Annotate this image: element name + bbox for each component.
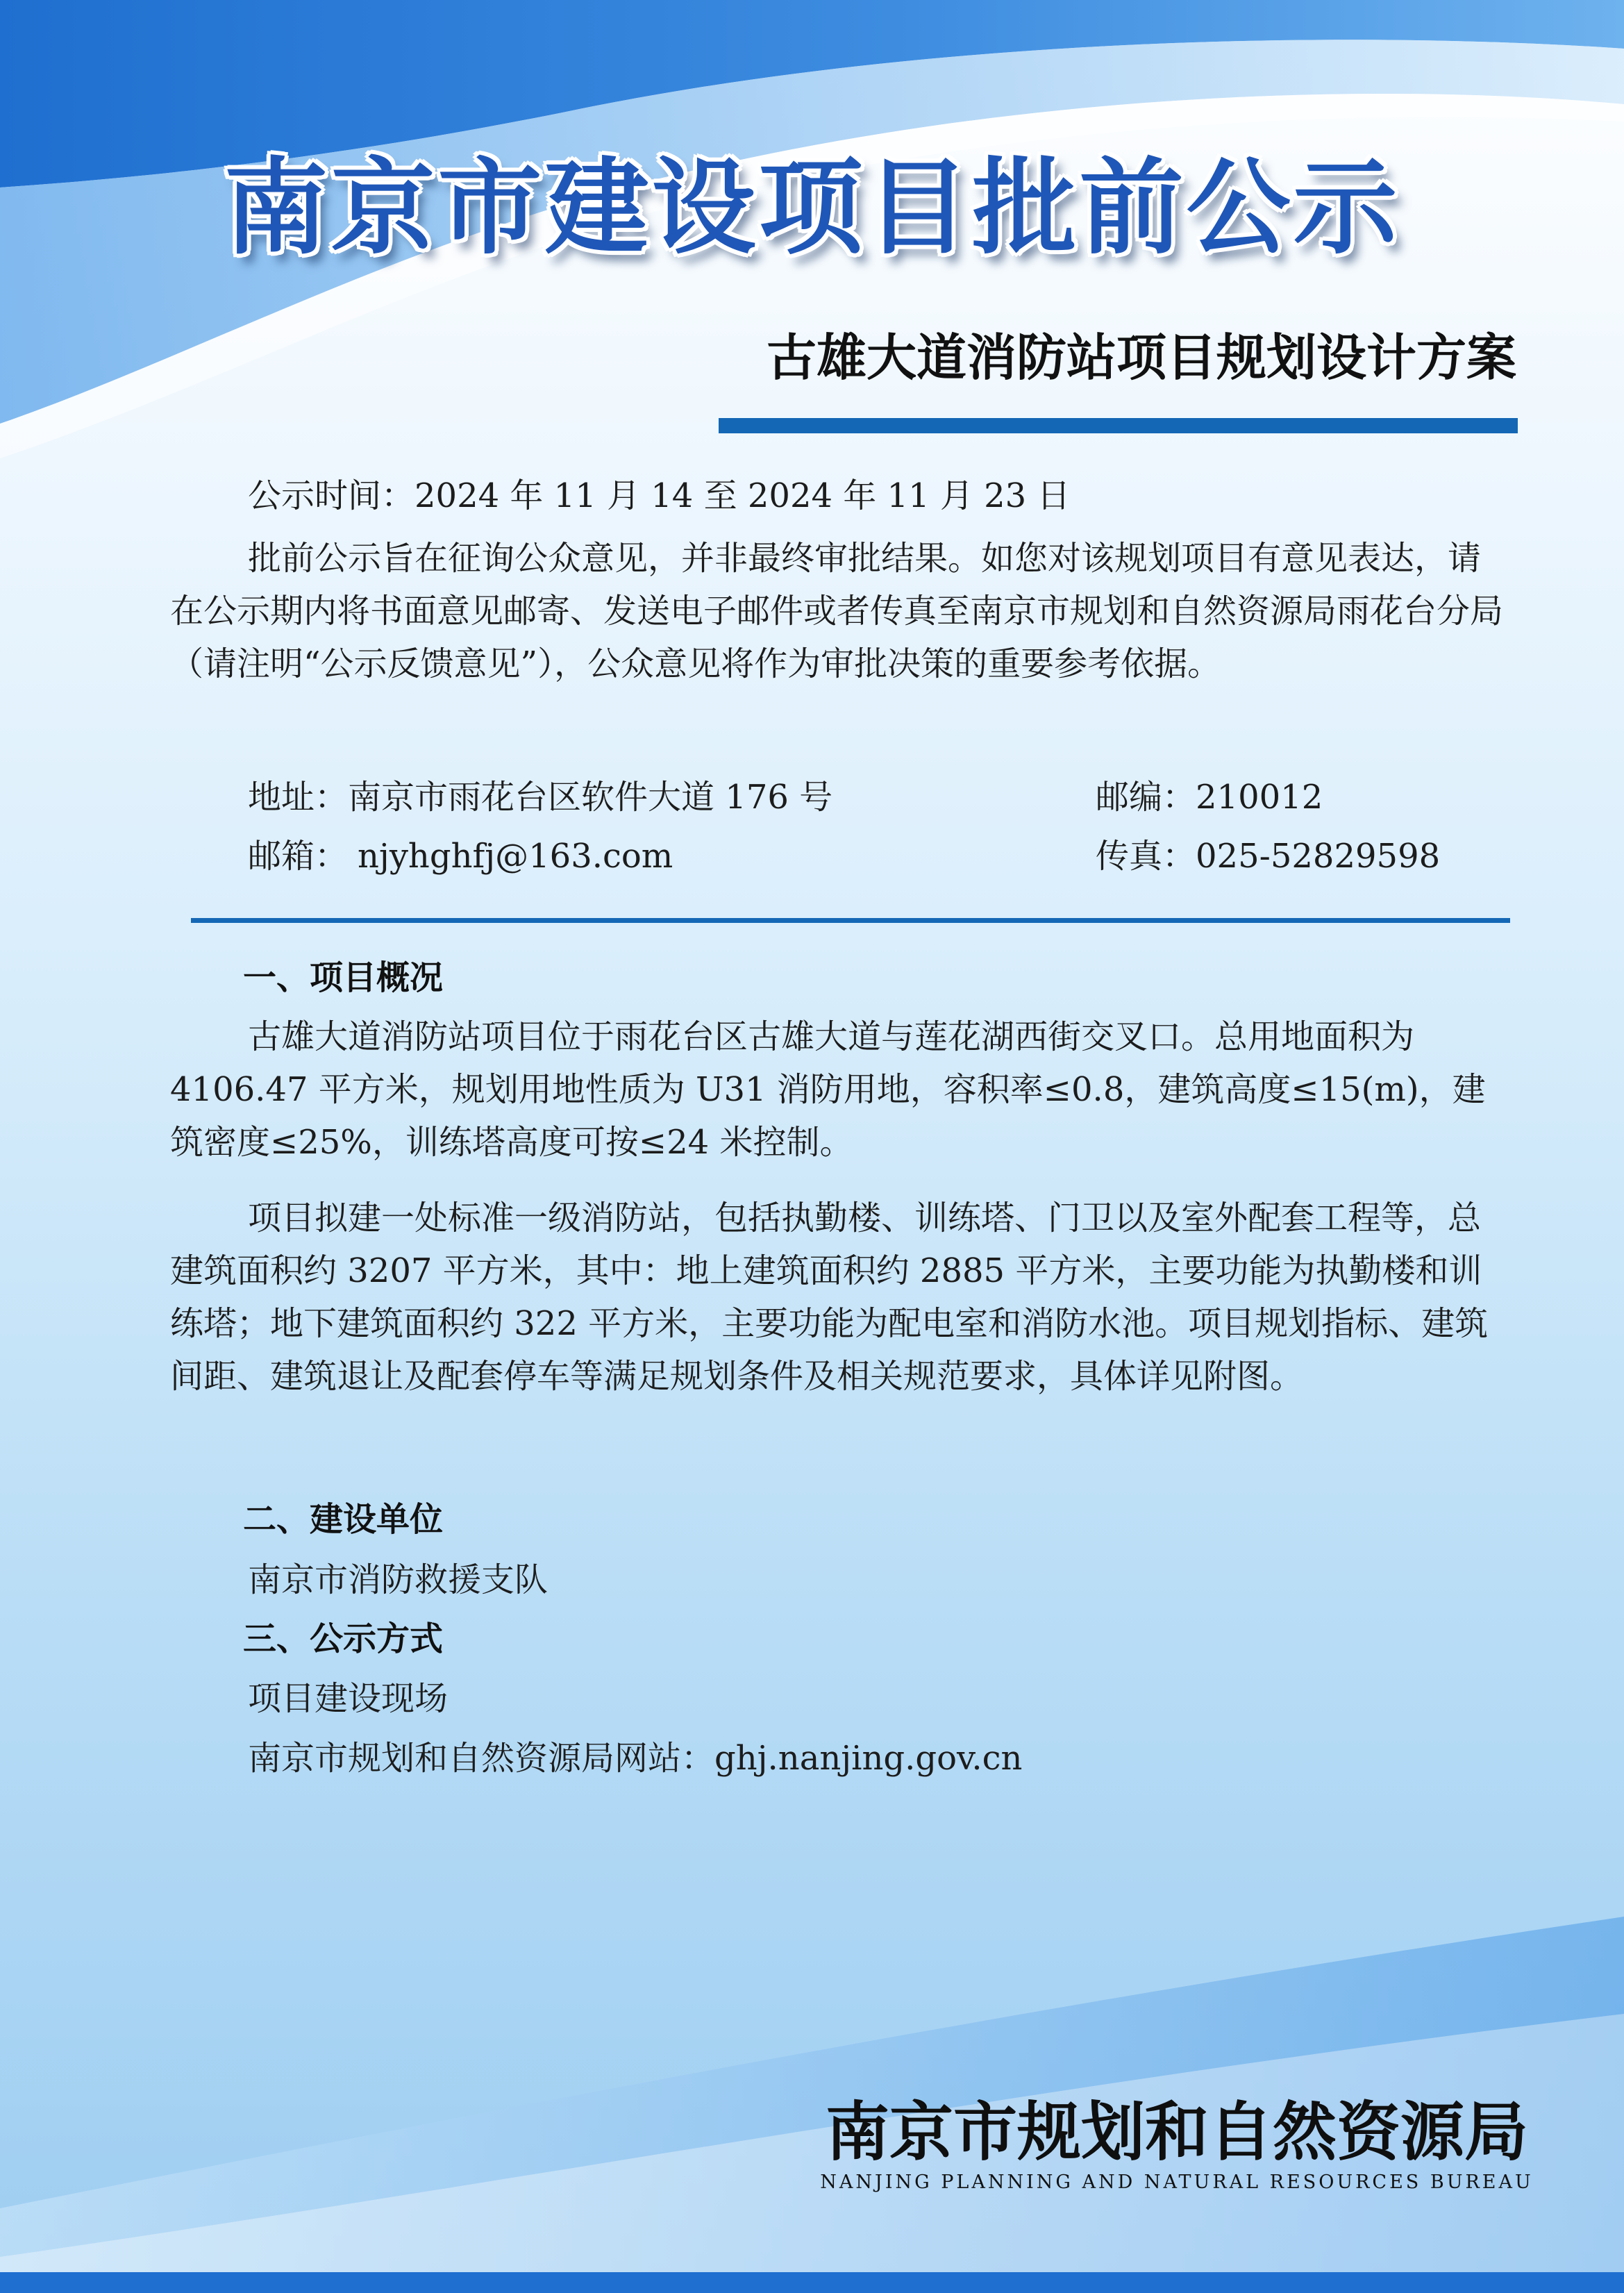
email-row xyxy=(248,830,673,883)
method-item-site: 项目建设现场 xyxy=(248,1679,449,1718)
subtitle-divider xyxy=(719,418,1518,433)
section-heading-builder: 二、建设单位 xyxy=(243,1500,444,1539)
fax-label: 传真： xyxy=(1096,837,1196,876)
builder-name: 南京市消防救援支队 xyxy=(248,1560,549,1599)
method-item-website[interactable]: 南京市规划和自然资源局网站：ghj.nanjing.gov.cn xyxy=(248,1739,1023,1778)
page-title: 南京市建设项目批前公示 xyxy=(224,148,1400,269)
postcode-label: 邮编： xyxy=(1096,778,1196,817)
address-row xyxy=(248,771,832,824)
project-subtitle: 古雄大道消防站项目规划设计方案 xyxy=(766,328,1516,387)
notice-purpose: 批前公示旨在征询公众意见，并非最终审批结果。如您对该规划项目有意见表达，请在公示期内将书面意见邮寄、发送电子邮件或者传真至南京市规划和自然资源局雨花台分局（请注明“公示反馈意见”），公众意见将作为审批决策的重要参考依据。 xyxy=(170,539,1504,683)
address-label: 地址： xyxy=(248,778,349,817)
overview-paragraph-2: 项目拟建一处标准一级消防站，包括执勤楼、训练塔、门卫以及室外配套工程等，总建筑面积约 3207 平方米，其中：地上建筑面积约 2885 平方米，主要功能为执勤楼和训练塔；地下建筑面积约 322 平方米，主要功能为配电室和消防水池。项目规划指标、建筑间距、建筑退让及配套停车等满足规划条件及相关规范要求，具体详见附图。 xyxy=(170,1199,1489,1396)
section-divider xyxy=(191,918,1510,923)
postcode-value: 210012 xyxy=(1196,778,1323,817)
notice-period: 公示时间：2024 年 11 月 14 至 2024 年 11 月 23 日 xyxy=(248,476,1071,515)
overview-paragraph-1: 古雄大道消防站项目位于雨花台区古雄大道与莲花湖西街交叉口。总用地面积为 4106.47 平方米，规划用地性质为 U31 消防用地，容积率≤0.8，建筑高度≤15(m)，建筑密度≤25%，训练塔高度可按≤24 米控制。 xyxy=(170,1017,1486,1162)
email-label: 邮箱： xyxy=(248,837,349,876)
email-link[interactable]: njyhghfj@163.com xyxy=(358,837,673,876)
postcode-row xyxy=(1096,771,1323,824)
footer-organization-english: NANJING PLANNING AND NATURAL RESOURCES BUREAU xyxy=(820,2171,1534,2193)
section-heading-method: 三、公示方式 xyxy=(243,1619,444,1658)
footer-organization: 南京市规划和自然资源局 xyxy=(825,2094,1528,2169)
fax-row xyxy=(1096,830,1440,883)
address-value: 南京市雨花台区软件大道 176 号 xyxy=(348,778,833,817)
section-heading-overview: 一、项目概况 xyxy=(243,958,444,997)
fax-value: 025-52829598 xyxy=(1196,837,1441,876)
